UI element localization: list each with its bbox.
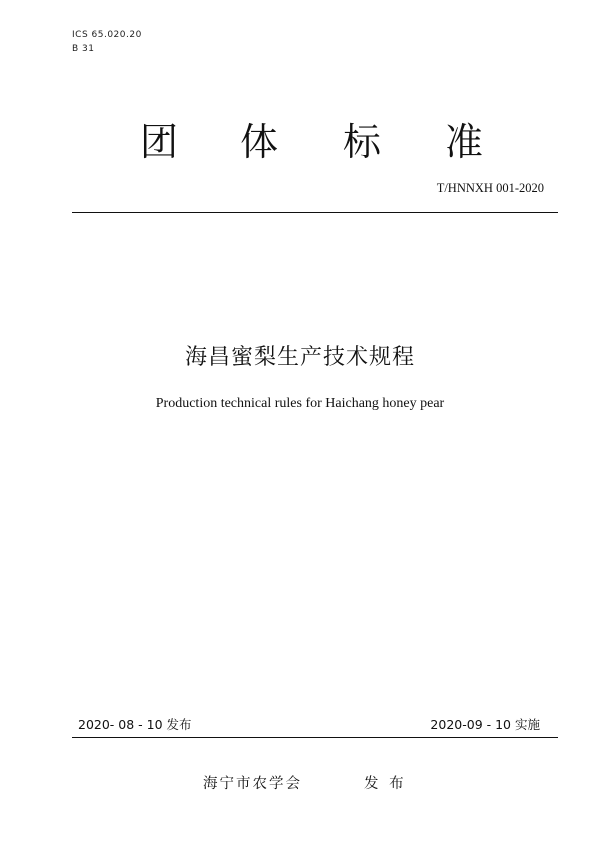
ics-code: ICS 65.020.20 — [72, 30, 142, 40]
document-type-heading — [140, 118, 500, 166]
title-english: Production technical rules for Haichang honey pear — [155, 396, 445, 411]
doc-type-char-2: 体 — [240, 120, 279, 164]
issuing-organization: 海宁市农学会 — [203, 776, 302, 792]
issued-label: 发 布 — [364, 776, 404, 792]
issue-date: 2020- 08 - 10 发布 — [78, 717, 192, 732]
doc-type-char-1: 团 — [140, 120, 179, 164]
bottom-divider — [72, 737, 558, 738]
title-chinese: 海昌蜜梨生产技术规程 — [184, 345, 415, 370]
doc-type-char-3: 标 — [343, 120, 382, 164]
doc-type-char-4: 准 — [445, 120, 484, 164]
implementation-date: 2020-09 - 10 实施 — [430, 717, 540, 732]
ccs-code: B 31 — [72, 44, 95, 54]
standard-number: T/HNNXH 001-2020 — [436, 181, 544, 195]
top-divider — [72, 212, 558, 213]
